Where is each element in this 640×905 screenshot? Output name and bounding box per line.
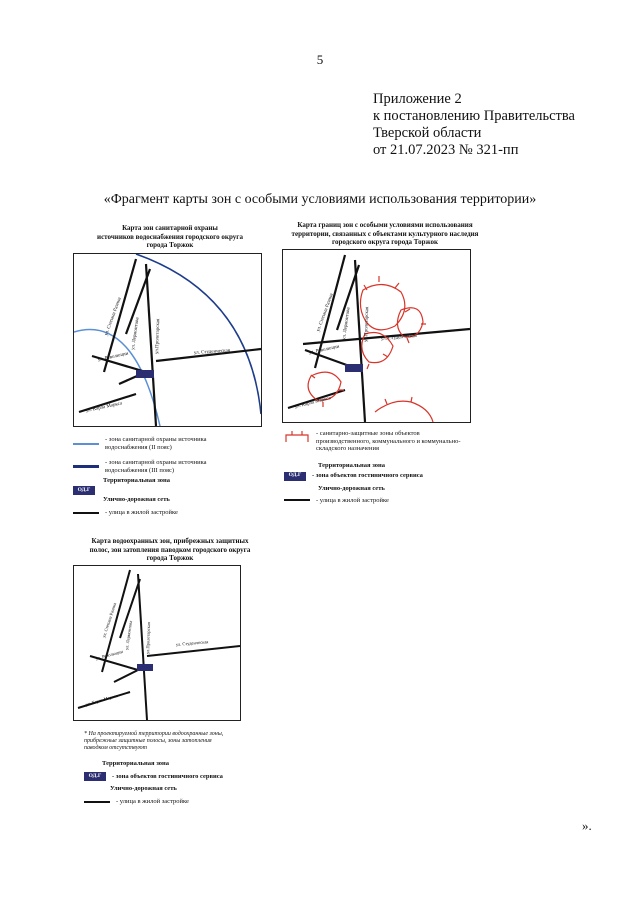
legend-text: водоснабжения (II пояс) [105,443,172,451]
legend-text: - зона санитарной охраны источника [105,436,207,443]
legend-text: - улица в жилой застройке [116,798,189,805]
closing-quote: ». [582,818,592,833]
label-proletarskaya: ул.Пролетарская [155,318,162,355]
legend-item [284,497,494,505]
legend-text: - зона санитарной охраны источника [105,459,207,466]
label-lermontov: ул. Лермонтова [342,307,352,341]
appendix-line: от 21.07.2023 № 321-пп [373,142,519,158]
street-swatch [284,499,310,501]
map2-title-line: городского округа города Торжок [332,238,438,246]
label-studencheskaya: ул. Студенческая [175,639,209,647]
map1-frame [73,253,262,427]
legend-text: - улица в жилой застройке [105,509,178,516]
legend-item [84,772,284,781]
sanitary-zone-outline [397,308,423,337]
zone-swatch: ОД.Г [73,486,95,495]
appendix-line: Тверской области [373,125,482,141]
map3-title-line: Карта водоохранных зон, прибрежных защитных [91,537,249,545]
legend-heading: Территориальная зона [318,461,386,469]
street-swatch [73,512,99,514]
legend-item [84,798,284,806]
legend-heading: Улично-дорожная сеть [318,484,385,492]
legend-item [284,430,494,453]
document-heading: «Фрагмент карты зон с особыми условиями использования территории» [103,192,537,207]
map1-title-line: города Торжок [146,241,194,249]
map3-title-line: полос, зон затопления паводком городского округа [89,545,251,554]
od-g-zone [136,370,154,378]
legend-text: водоснабжения (III пояс) [105,466,174,474]
appendix-block [373,91,575,159]
label-stepan-razin: ул. Степана Разина [104,296,123,337]
map1-title-line: Карта зон санитарной охраны [122,224,218,232]
legend-text: - санитарно-защитные зоны объектов [316,430,420,437]
legend-item [73,436,273,451]
note-line: * На проектируемой территории водоохранные зоны, [84,731,224,737]
label-stepan-razin: ул. Степана Разина [101,602,118,639]
map2-title-line: Карта границ зон с особыми условиями использования [297,221,473,229]
zone2-swatch [73,443,99,445]
sanitary-zone-outline [375,401,433,422]
map1-title [70,224,270,250]
label-proletarskaya: ул.Пролетарская [364,306,371,343]
map3-drawing [74,566,240,720]
note-line: паводком отсутствуют [84,745,147,751]
legend-item [73,459,273,474]
zone-swatch: ОД.Г [284,472,306,481]
map3-title [70,537,270,563]
label-karl-marx: ул. Карла Маркса [84,692,119,707]
map1-title-line: источников водоснабжения городского округа [97,232,243,241]
map2-title-line: территории, связанных с объектами культурного наследия [291,229,479,238]
map3-note [84,731,274,752]
legend-text: - зона объектов гостиничного сервиса [112,772,223,780]
label-proletarskaya: ул.Пролетарская [145,622,152,655]
zone3-swatch [73,465,99,468]
appendix-line: Приложение 2 [373,91,462,107]
map2-title [275,221,495,247]
label-stepan-razin: ул. Степана Разина [316,292,335,333]
appendix-line: к постановлению Правительства [373,108,575,124]
map3-title-line: города Торжок [146,554,194,562]
map1-drawing [74,254,261,426]
page-number: 5 [316,52,324,67]
map3-legend [84,760,284,806]
od-g-zone [137,664,153,671]
street-connector-line [114,670,138,682]
map1-legend [73,436,273,517]
map2-legend [284,430,494,504]
od-g-zone [345,364,363,372]
legend-text: - улица в жилой застройке [316,496,389,504]
label-revolyutsii: ул. Революции [97,351,129,363]
zone-swatch: ОД.Г [84,772,106,781]
sanitary-swatch [284,430,310,444]
label-karl-marx: ул. Карла Маркса [85,401,123,414]
legend-item [73,509,273,517]
label-karl-marx: ул. Карла Маркса [294,396,332,410]
map3-frame [73,565,241,721]
label-lermontov: ул. Лермонтова [131,317,141,351]
map2-drawing [283,250,470,422]
street-swatch [84,801,110,803]
legend-item [73,486,273,495]
legend-heading: Территориальная зона [103,477,171,484]
note-line: прибрежные защитные полосы, зоны затопления [84,738,212,744]
legend-heading: Улично-дорожная сеть [110,785,177,792]
legend-heading: Улично-дорожная сеть [103,496,170,503]
label-revolyutsii: ул. Революции [308,344,340,356]
legend-text: производственного, коммунального и коммунально- [316,437,461,445]
street-studencheskaya-line [147,646,240,656]
legend-text: складского назначения [316,445,379,452]
label-revolyutsii: ул. Революции [94,648,124,661]
legend-heading: Территориальная зона [102,760,170,767]
label-studencheskaya: ул. Студенческая [380,333,418,342]
legend-item [284,472,494,481]
legend-text: - зона объектов гостиничного сервиса [312,472,423,480]
label-lermontov: ул. Лермонтова [124,620,134,651]
map2-frame [282,249,471,423]
label-studencheskaya: ул. Студенческая [193,348,231,356]
